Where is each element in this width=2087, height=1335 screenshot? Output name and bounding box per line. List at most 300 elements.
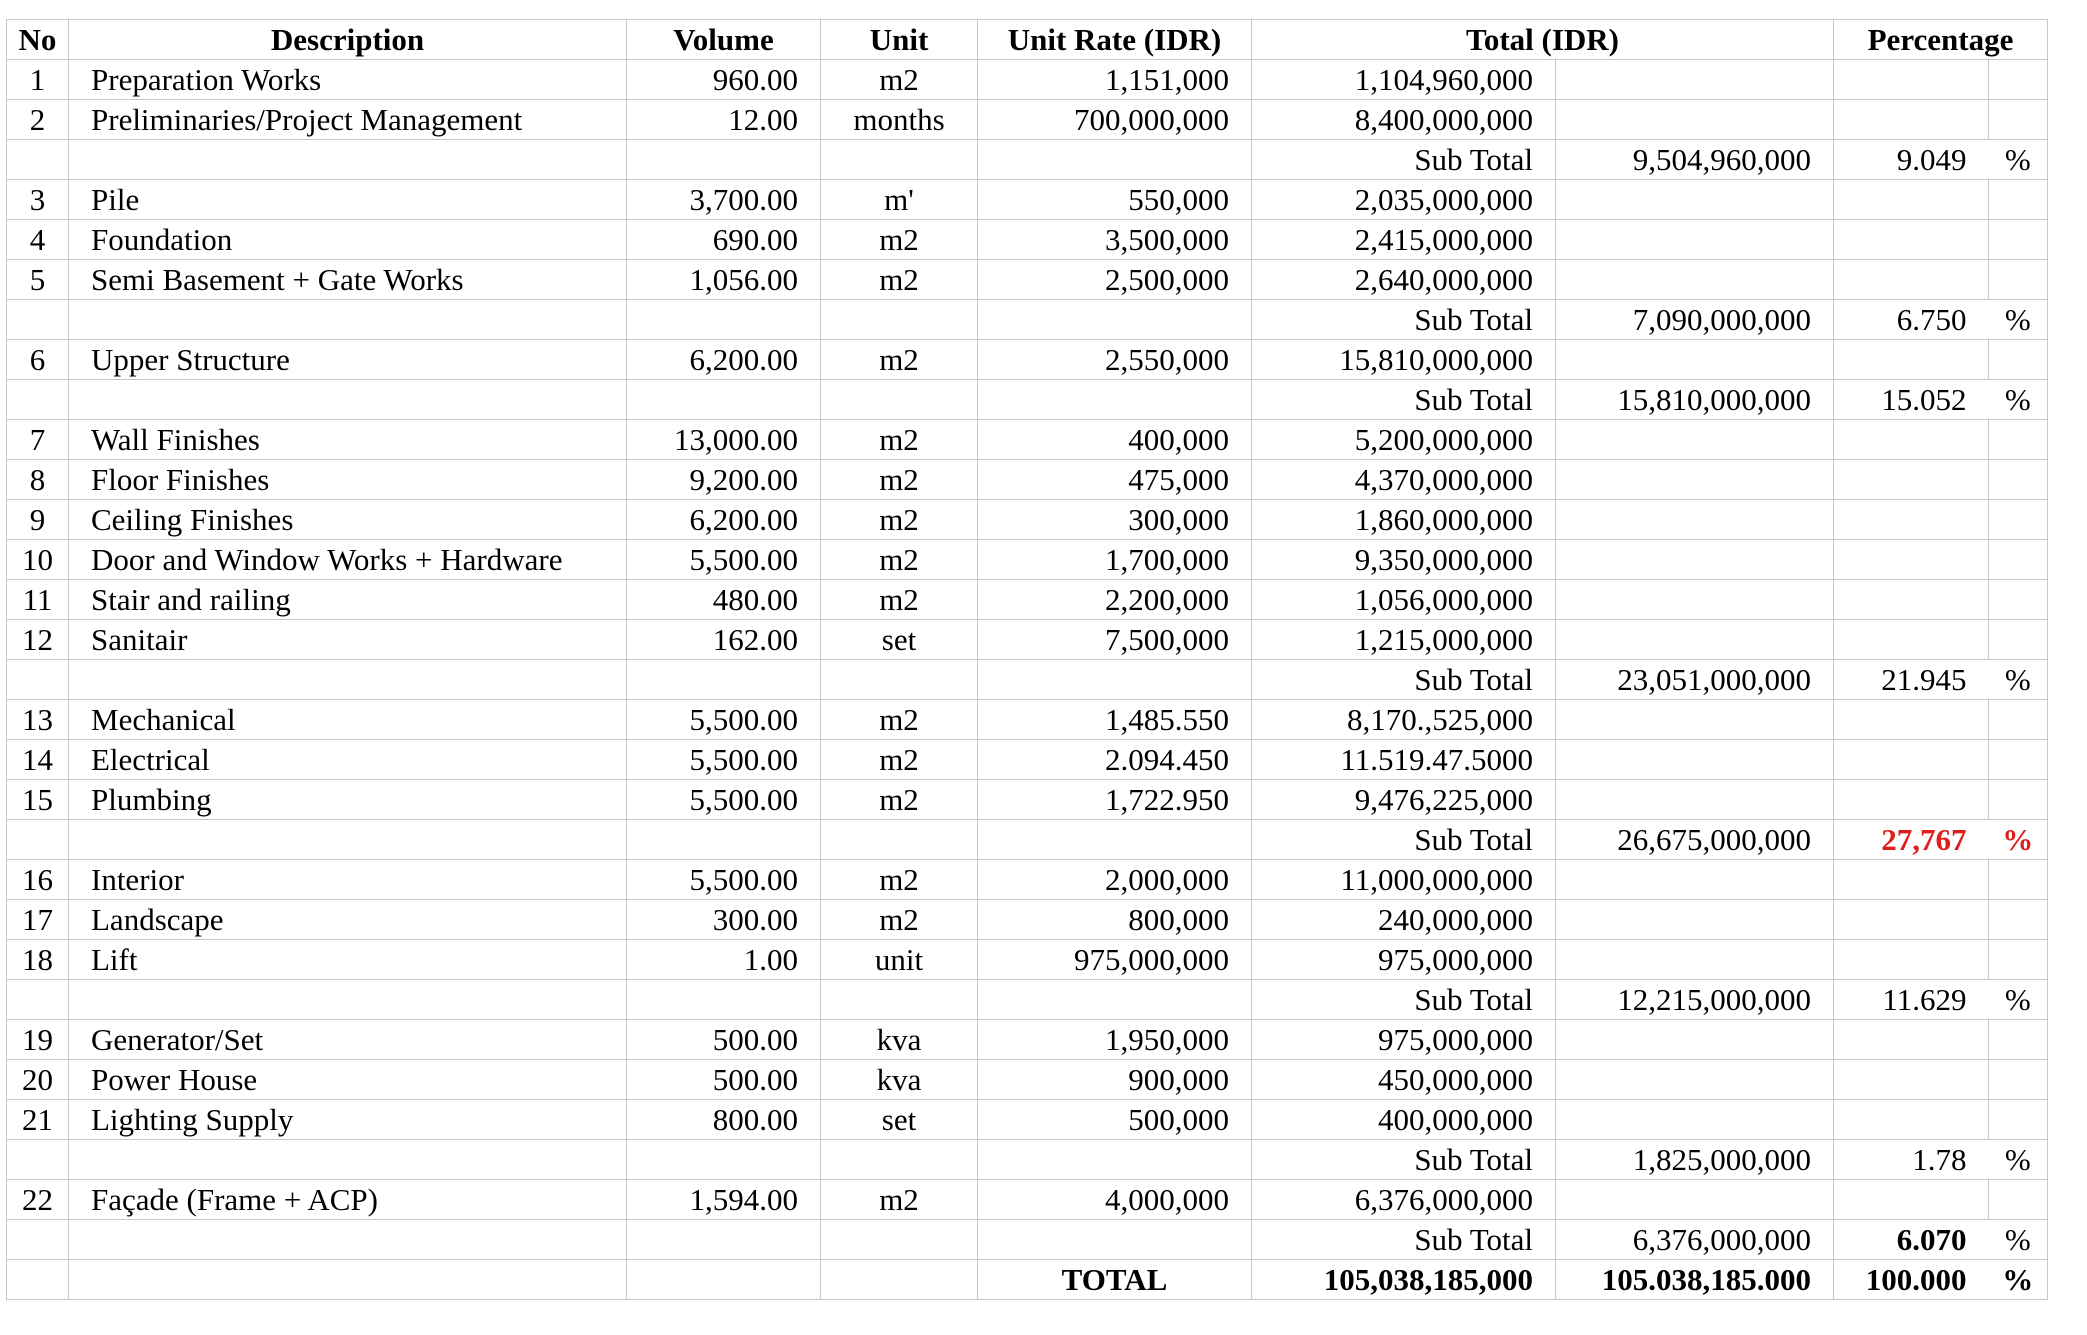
empty-cell xyxy=(69,140,627,180)
row-unit-rate: 1,722.950 xyxy=(978,780,1252,820)
empty-cell xyxy=(1556,540,1834,580)
empty-cell xyxy=(69,1220,627,1260)
empty-cell xyxy=(978,300,1252,340)
empty-cell xyxy=(69,660,627,700)
row-total: 9,350,000,000 xyxy=(1252,540,1556,580)
table-row xyxy=(7,900,2048,940)
empty-cell xyxy=(1989,180,2048,220)
percentage-value: 15.052 xyxy=(1834,380,1989,420)
empty-cell xyxy=(1834,780,1989,820)
empty-cell xyxy=(627,660,821,700)
row-volume: 6,200.00 xyxy=(627,500,821,540)
percentage-symbol: % xyxy=(1989,1220,2048,1260)
row-description: Semi Basement + Gate Works xyxy=(69,260,627,300)
empty-cell xyxy=(627,300,821,340)
row-no: 13 xyxy=(7,700,69,740)
grand-total-row xyxy=(7,1260,2048,1300)
empty-cell xyxy=(821,140,978,180)
row-no: 2 xyxy=(7,100,69,140)
empty-cell xyxy=(1834,500,1989,540)
empty-cell xyxy=(821,1260,978,1300)
table-row xyxy=(7,620,2048,660)
row-volume: 690.00 xyxy=(627,220,821,260)
row-unit: m2 xyxy=(821,60,978,100)
row-unit-rate: 2,200,000 xyxy=(978,580,1252,620)
table-body xyxy=(7,60,2048,1300)
empty-cell xyxy=(1989,1100,2048,1140)
empty-cell xyxy=(627,380,821,420)
empty-cell xyxy=(1556,900,1834,940)
empty-cell xyxy=(1834,620,1989,660)
empty-cell xyxy=(1556,1020,1834,1060)
empty-cell xyxy=(978,1220,1252,1260)
row-total: 1,056,000,000 xyxy=(1252,580,1556,620)
empty-cell xyxy=(821,1220,978,1260)
subtotal-row xyxy=(7,820,2048,860)
empty-cell xyxy=(821,660,978,700)
empty-cell xyxy=(1834,1060,1989,1100)
empty-cell xyxy=(7,1260,69,1300)
percentage-symbol: % xyxy=(1989,380,2048,420)
empty-cell xyxy=(1834,100,1989,140)
cost-estimate-table xyxy=(6,19,2048,1300)
empty-cell xyxy=(7,980,69,1020)
row-unit: months xyxy=(821,100,978,140)
row-description: Pile xyxy=(69,180,627,220)
row-no: 19 xyxy=(7,1020,69,1060)
row-no: 8 xyxy=(7,460,69,500)
row-no: 14 xyxy=(7,740,69,780)
grand-total-subtotal: 105.038,185.000 xyxy=(1556,1260,1834,1300)
empty-cell xyxy=(1556,780,1834,820)
row-total: 2,415,000,000 xyxy=(1252,220,1556,260)
empty-cell xyxy=(1556,260,1834,300)
col-header-description: Description xyxy=(69,20,627,60)
table-row xyxy=(7,780,2048,820)
table-row xyxy=(7,1100,2048,1140)
empty-cell xyxy=(1834,700,1989,740)
empty-cell xyxy=(821,1140,978,1180)
row-total: 240,000,000 xyxy=(1252,900,1556,940)
subtotal-row xyxy=(7,380,2048,420)
empty-cell xyxy=(1834,1020,1989,1060)
row-total: 5,200,000,000 xyxy=(1252,420,1556,460)
row-volume: 480.00 xyxy=(627,580,821,620)
subtotal-value: 6,376,000,000 xyxy=(1556,1220,1834,1260)
empty-cell xyxy=(1834,180,1989,220)
row-volume: 3,700.00 xyxy=(627,180,821,220)
subtotal-label: Sub Total xyxy=(1252,980,1556,1020)
row-description: Lighting Supply xyxy=(69,1100,627,1140)
empty-cell xyxy=(7,300,69,340)
row-unit: set xyxy=(821,620,978,660)
empty-cell xyxy=(69,1140,627,1180)
row-description: Generator/Set xyxy=(69,1020,627,1060)
row-unit-rate: 550,000 xyxy=(978,180,1252,220)
percentage-symbol: % xyxy=(1989,660,2048,700)
empty-cell xyxy=(1834,1180,1989,1220)
row-total: 8,400,000,000 xyxy=(1252,100,1556,140)
row-volume: 13,000.00 xyxy=(627,420,821,460)
table-row xyxy=(7,220,2048,260)
percentage-value: 21.945 xyxy=(1834,660,1989,700)
percentage-value: 27,767 xyxy=(1834,820,1989,860)
empty-cell xyxy=(978,980,1252,1020)
empty-cell xyxy=(1834,260,1989,300)
table-row xyxy=(7,580,2048,620)
row-no: 10 xyxy=(7,540,69,580)
col-header-no: No xyxy=(7,20,69,60)
percentage-value: 1.78 xyxy=(1834,1140,1989,1180)
col-header-unit-rate: Unit Rate (IDR) xyxy=(978,20,1252,60)
table-row xyxy=(7,500,2048,540)
empty-cell xyxy=(1989,1060,2048,1100)
empty-cell xyxy=(1989,420,2048,460)
subtotal-label: Sub Total xyxy=(1252,300,1556,340)
row-unit: m2 xyxy=(821,340,978,380)
empty-cell xyxy=(7,1220,69,1260)
row-volume: 5,500.00 xyxy=(627,860,821,900)
empty-cell xyxy=(1556,620,1834,660)
row-no: 5 xyxy=(7,260,69,300)
empty-cell xyxy=(1989,780,2048,820)
row-description: Sanitair xyxy=(69,620,627,660)
table-row xyxy=(7,180,2048,220)
empty-cell xyxy=(1989,220,2048,260)
row-no: 4 xyxy=(7,220,69,260)
subtotal-value: 7,090,000,000 xyxy=(1556,300,1834,340)
empty-cell xyxy=(627,980,821,1020)
empty-cell xyxy=(1989,620,2048,660)
percentage-value: 11.629 xyxy=(1834,980,1989,1020)
empty-cell xyxy=(7,140,69,180)
empty-cell xyxy=(1989,340,2048,380)
grand-total-label: TOTAL xyxy=(978,1260,1252,1300)
row-unit-rate: 1,950,000 xyxy=(978,1020,1252,1060)
empty-cell xyxy=(1989,1020,2048,1060)
row-unit-rate: 3,500,000 xyxy=(978,220,1252,260)
subtotal-label: Sub Total xyxy=(1252,660,1556,700)
row-unit-rate: 2,550,000 xyxy=(978,340,1252,380)
row-unit-rate: 700,000,000 xyxy=(978,100,1252,140)
row-total: 975,000,000 xyxy=(1252,940,1556,980)
row-unit: m' xyxy=(821,180,978,220)
empty-cell xyxy=(1556,860,1834,900)
row-unit-rate: 975,000,000 xyxy=(978,940,1252,980)
row-volume: 500.00 xyxy=(627,1060,821,1100)
empty-cell xyxy=(821,300,978,340)
percentage-symbol: % xyxy=(1989,1140,2048,1180)
row-volume: 12.00 xyxy=(627,100,821,140)
row-unit: m2 xyxy=(821,260,978,300)
empty-cell xyxy=(1556,460,1834,500)
row-unit-rate: 1,485.550 xyxy=(978,700,1252,740)
row-no: 15 xyxy=(7,780,69,820)
row-no: 20 xyxy=(7,1060,69,1100)
empty-cell xyxy=(627,140,821,180)
row-total: 1,104,960,000 xyxy=(1252,60,1556,100)
row-unit: m2 xyxy=(821,1180,978,1220)
empty-cell xyxy=(69,300,627,340)
subtotal-row xyxy=(7,660,2048,700)
row-volume: 960.00 xyxy=(627,60,821,100)
row-volume: 162.00 xyxy=(627,620,821,660)
row-description: Electrical xyxy=(69,740,627,780)
table-row xyxy=(7,60,2048,100)
empty-cell xyxy=(1556,740,1834,780)
col-header-volume: Volume xyxy=(627,20,821,60)
row-no: 1 xyxy=(7,60,69,100)
empty-cell xyxy=(627,1220,821,1260)
row-unit-rate: 400,000 xyxy=(978,420,1252,460)
percentage-symbol: % xyxy=(1989,140,2048,180)
row-total: 1,215,000,000 xyxy=(1252,620,1556,660)
row-total: 975,000,000 xyxy=(1252,1020,1556,1060)
table-row xyxy=(7,740,2048,780)
table-row xyxy=(7,860,2048,900)
row-description: Stair and railing xyxy=(69,580,627,620)
empty-cell xyxy=(1989,60,2048,100)
percentage-symbol: % xyxy=(1989,820,2048,860)
empty-cell xyxy=(1989,740,2048,780)
col-header-percentage: Percentage xyxy=(1834,20,2048,60)
empty-cell xyxy=(821,820,978,860)
empty-cell xyxy=(1556,580,1834,620)
row-unit-rate: 1,700,000 xyxy=(978,540,1252,580)
row-unit-rate: 2,000,000 xyxy=(978,860,1252,900)
table-row xyxy=(7,100,2048,140)
row-volume: 9,200.00 xyxy=(627,460,821,500)
row-description: Wall Finishes xyxy=(69,420,627,460)
empty-cell xyxy=(1834,420,1989,460)
empty-cell xyxy=(7,660,69,700)
empty-cell xyxy=(1989,860,2048,900)
empty-cell xyxy=(1556,420,1834,460)
row-total: 11,000,000,000 xyxy=(1252,860,1556,900)
subtotal-row xyxy=(7,1140,2048,1180)
percentage-value: 6.070 xyxy=(1834,1220,1989,1260)
row-unit: m2 xyxy=(821,500,978,540)
empty-cell xyxy=(1989,900,2048,940)
row-no: 22 xyxy=(7,1180,69,1220)
empty-cell xyxy=(69,1260,627,1300)
empty-cell xyxy=(821,980,978,1020)
row-description: Power House xyxy=(69,1060,627,1100)
row-unit: kva xyxy=(821,1060,978,1100)
empty-cell xyxy=(1556,500,1834,540)
row-unit-rate: 300,000 xyxy=(978,500,1252,540)
subtotal-row xyxy=(7,300,2048,340)
subtotal-value: 9,504,960,000 xyxy=(1556,140,1834,180)
empty-cell xyxy=(1834,860,1989,900)
row-unit-rate: 2.094.450 xyxy=(978,740,1252,780)
row-volume: 1,594.00 xyxy=(627,1180,821,1220)
grand-total-percentage: 100.000 xyxy=(1834,1260,1989,1300)
row-volume: 5,500.00 xyxy=(627,740,821,780)
row-no: 11 xyxy=(7,580,69,620)
empty-cell xyxy=(69,980,627,1020)
subtotal-row xyxy=(7,1220,2048,1260)
row-description: Preliminaries/Project Management xyxy=(69,100,627,140)
subtotal-value: 1,825,000,000 xyxy=(1556,1140,1834,1180)
table-row xyxy=(7,940,2048,980)
row-no: 16 xyxy=(7,860,69,900)
row-unit: m2 xyxy=(821,780,978,820)
empty-cell xyxy=(1989,1180,2048,1220)
empty-cell xyxy=(978,140,1252,180)
empty-cell xyxy=(1989,100,2048,140)
row-unit-rate: 7,500,000 xyxy=(978,620,1252,660)
empty-cell xyxy=(1834,1100,1989,1140)
row-unit: m2 xyxy=(821,900,978,940)
col-header-total: Total (IDR) xyxy=(1252,20,1834,60)
row-description: Floor Finishes xyxy=(69,460,627,500)
row-description: Façade (Frame + ACP) xyxy=(69,1180,627,1220)
row-volume: 5,500.00 xyxy=(627,540,821,580)
subtotal-value: 15,810,000,000 xyxy=(1556,380,1834,420)
row-description: Door and Window Works + Hardware xyxy=(69,540,627,580)
row-description: Landscape xyxy=(69,900,627,940)
empty-cell xyxy=(1989,580,2048,620)
subtotal-label: Sub Total xyxy=(1252,380,1556,420)
table-row xyxy=(7,460,2048,500)
row-volume: 6,200.00 xyxy=(627,340,821,380)
row-description: Plumbing xyxy=(69,780,627,820)
empty-cell xyxy=(1556,1100,1834,1140)
row-unit: m2 xyxy=(821,420,978,460)
empty-cell xyxy=(978,380,1252,420)
row-total: 450,000,000 xyxy=(1252,1060,1556,1100)
empty-cell xyxy=(1834,940,1989,980)
subtotal-label: Sub Total xyxy=(1252,820,1556,860)
empty-cell xyxy=(1834,540,1989,580)
row-unit-rate: 475,000 xyxy=(978,460,1252,500)
empty-cell xyxy=(7,380,69,420)
subtotal-label: Sub Total xyxy=(1252,140,1556,180)
row-volume: 1,056.00 xyxy=(627,260,821,300)
empty-cell xyxy=(627,1260,821,1300)
empty-cell xyxy=(1556,180,1834,220)
empty-cell xyxy=(1834,340,1989,380)
row-volume: 1.00 xyxy=(627,940,821,980)
row-total: 8,170.,525,000 xyxy=(1252,700,1556,740)
row-volume: 800.00 xyxy=(627,1100,821,1140)
row-no: 12 xyxy=(7,620,69,660)
subtotal-row xyxy=(7,980,2048,1020)
row-description: Foundation xyxy=(69,220,627,260)
empty-cell xyxy=(1556,60,1834,100)
row-description: Lift xyxy=(69,940,627,980)
empty-cell xyxy=(1834,580,1989,620)
row-unit: m2 xyxy=(821,860,978,900)
row-volume: 300.00 xyxy=(627,900,821,940)
percentage-symbol: % xyxy=(1989,300,2048,340)
table-row xyxy=(7,1180,2048,1220)
row-no: 6 xyxy=(7,340,69,380)
empty-cell xyxy=(1989,540,2048,580)
empty-cell xyxy=(1834,900,1989,940)
table-header-row xyxy=(7,20,2048,60)
subtotal-value: 23,051,000,000 xyxy=(1556,660,1834,700)
percentage-value: 6.750 xyxy=(1834,300,1989,340)
empty-cell xyxy=(1556,700,1834,740)
empty-cell xyxy=(1989,700,2048,740)
empty-cell xyxy=(69,820,627,860)
row-unit: m2 xyxy=(821,540,978,580)
empty-cell xyxy=(69,380,627,420)
empty-cell xyxy=(1834,740,1989,780)
row-total: 9,476,225,000 xyxy=(1252,780,1556,820)
empty-cell xyxy=(1989,500,2048,540)
grand-total-percentage-symbol: % xyxy=(1989,1260,2048,1300)
row-no: 17 xyxy=(7,900,69,940)
row-total: 2,035,000,000 xyxy=(1252,180,1556,220)
empty-cell xyxy=(1989,260,2048,300)
table-row xyxy=(7,700,2048,740)
row-description: Ceiling Finishes xyxy=(69,500,627,540)
empty-cell xyxy=(1556,940,1834,980)
row-unit: m2 xyxy=(821,460,978,500)
row-unit: set xyxy=(821,1100,978,1140)
row-volume: 5,500.00 xyxy=(627,780,821,820)
empty-cell xyxy=(1556,1180,1834,1220)
row-unit: unit xyxy=(821,940,978,980)
empty-cell xyxy=(978,1140,1252,1180)
row-unit: m2 xyxy=(821,700,978,740)
row-unit-rate: 900,000 xyxy=(978,1060,1252,1100)
table-row xyxy=(7,1020,2048,1060)
table-row xyxy=(7,340,2048,380)
empty-cell xyxy=(1834,60,1989,100)
subtotal-label: Sub Total xyxy=(1252,1140,1556,1180)
grand-total-value: 105,038,185,000 xyxy=(1252,1260,1556,1300)
row-no: 18 xyxy=(7,940,69,980)
row-description: Mechanical xyxy=(69,700,627,740)
row-no: 21 xyxy=(7,1100,69,1140)
table-row xyxy=(7,1060,2048,1100)
row-total: 1,860,000,000 xyxy=(1252,500,1556,540)
empty-cell xyxy=(627,1140,821,1180)
empty-cell xyxy=(1556,220,1834,260)
table-row xyxy=(7,260,2048,300)
row-unit: m2 xyxy=(821,220,978,260)
row-volume: 500.00 xyxy=(627,1020,821,1060)
subtotal-row xyxy=(7,140,2048,180)
empty-cell xyxy=(1989,940,2048,980)
row-description: Interior xyxy=(69,860,627,900)
row-unit: m2 xyxy=(821,740,978,780)
empty-cell xyxy=(1556,340,1834,380)
empty-cell xyxy=(7,1140,69,1180)
row-unit: m2 xyxy=(821,580,978,620)
row-unit-rate: 2,500,000 xyxy=(978,260,1252,300)
empty-cell xyxy=(1556,1060,1834,1100)
row-volume: 5,500.00 xyxy=(627,700,821,740)
row-total: 11.519.47.5000 xyxy=(1252,740,1556,780)
table-row xyxy=(7,540,2048,580)
row-description: Preparation Works xyxy=(69,60,627,100)
empty-cell xyxy=(7,820,69,860)
percentage-symbol: % xyxy=(1989,980,2048,1020)
empty-cell xyxy=(978,820,1252,860)
subtotal-label: Sub Total xyxy=(1252,1220,1556,1260)
row-total: 15,810,000,000 xyxy=(1252,340,1556,380)
empty-cell xyxy=(821,380,978,420)
row-total: 400,000,000 xyxy=(1252,1100,1556,1140)
row-no: 9 xyxy=(7,500,69,540)
empty-cell xyxy=(1834,220,1989,260)
empty-cell xyxy=(627,820,821,860)
